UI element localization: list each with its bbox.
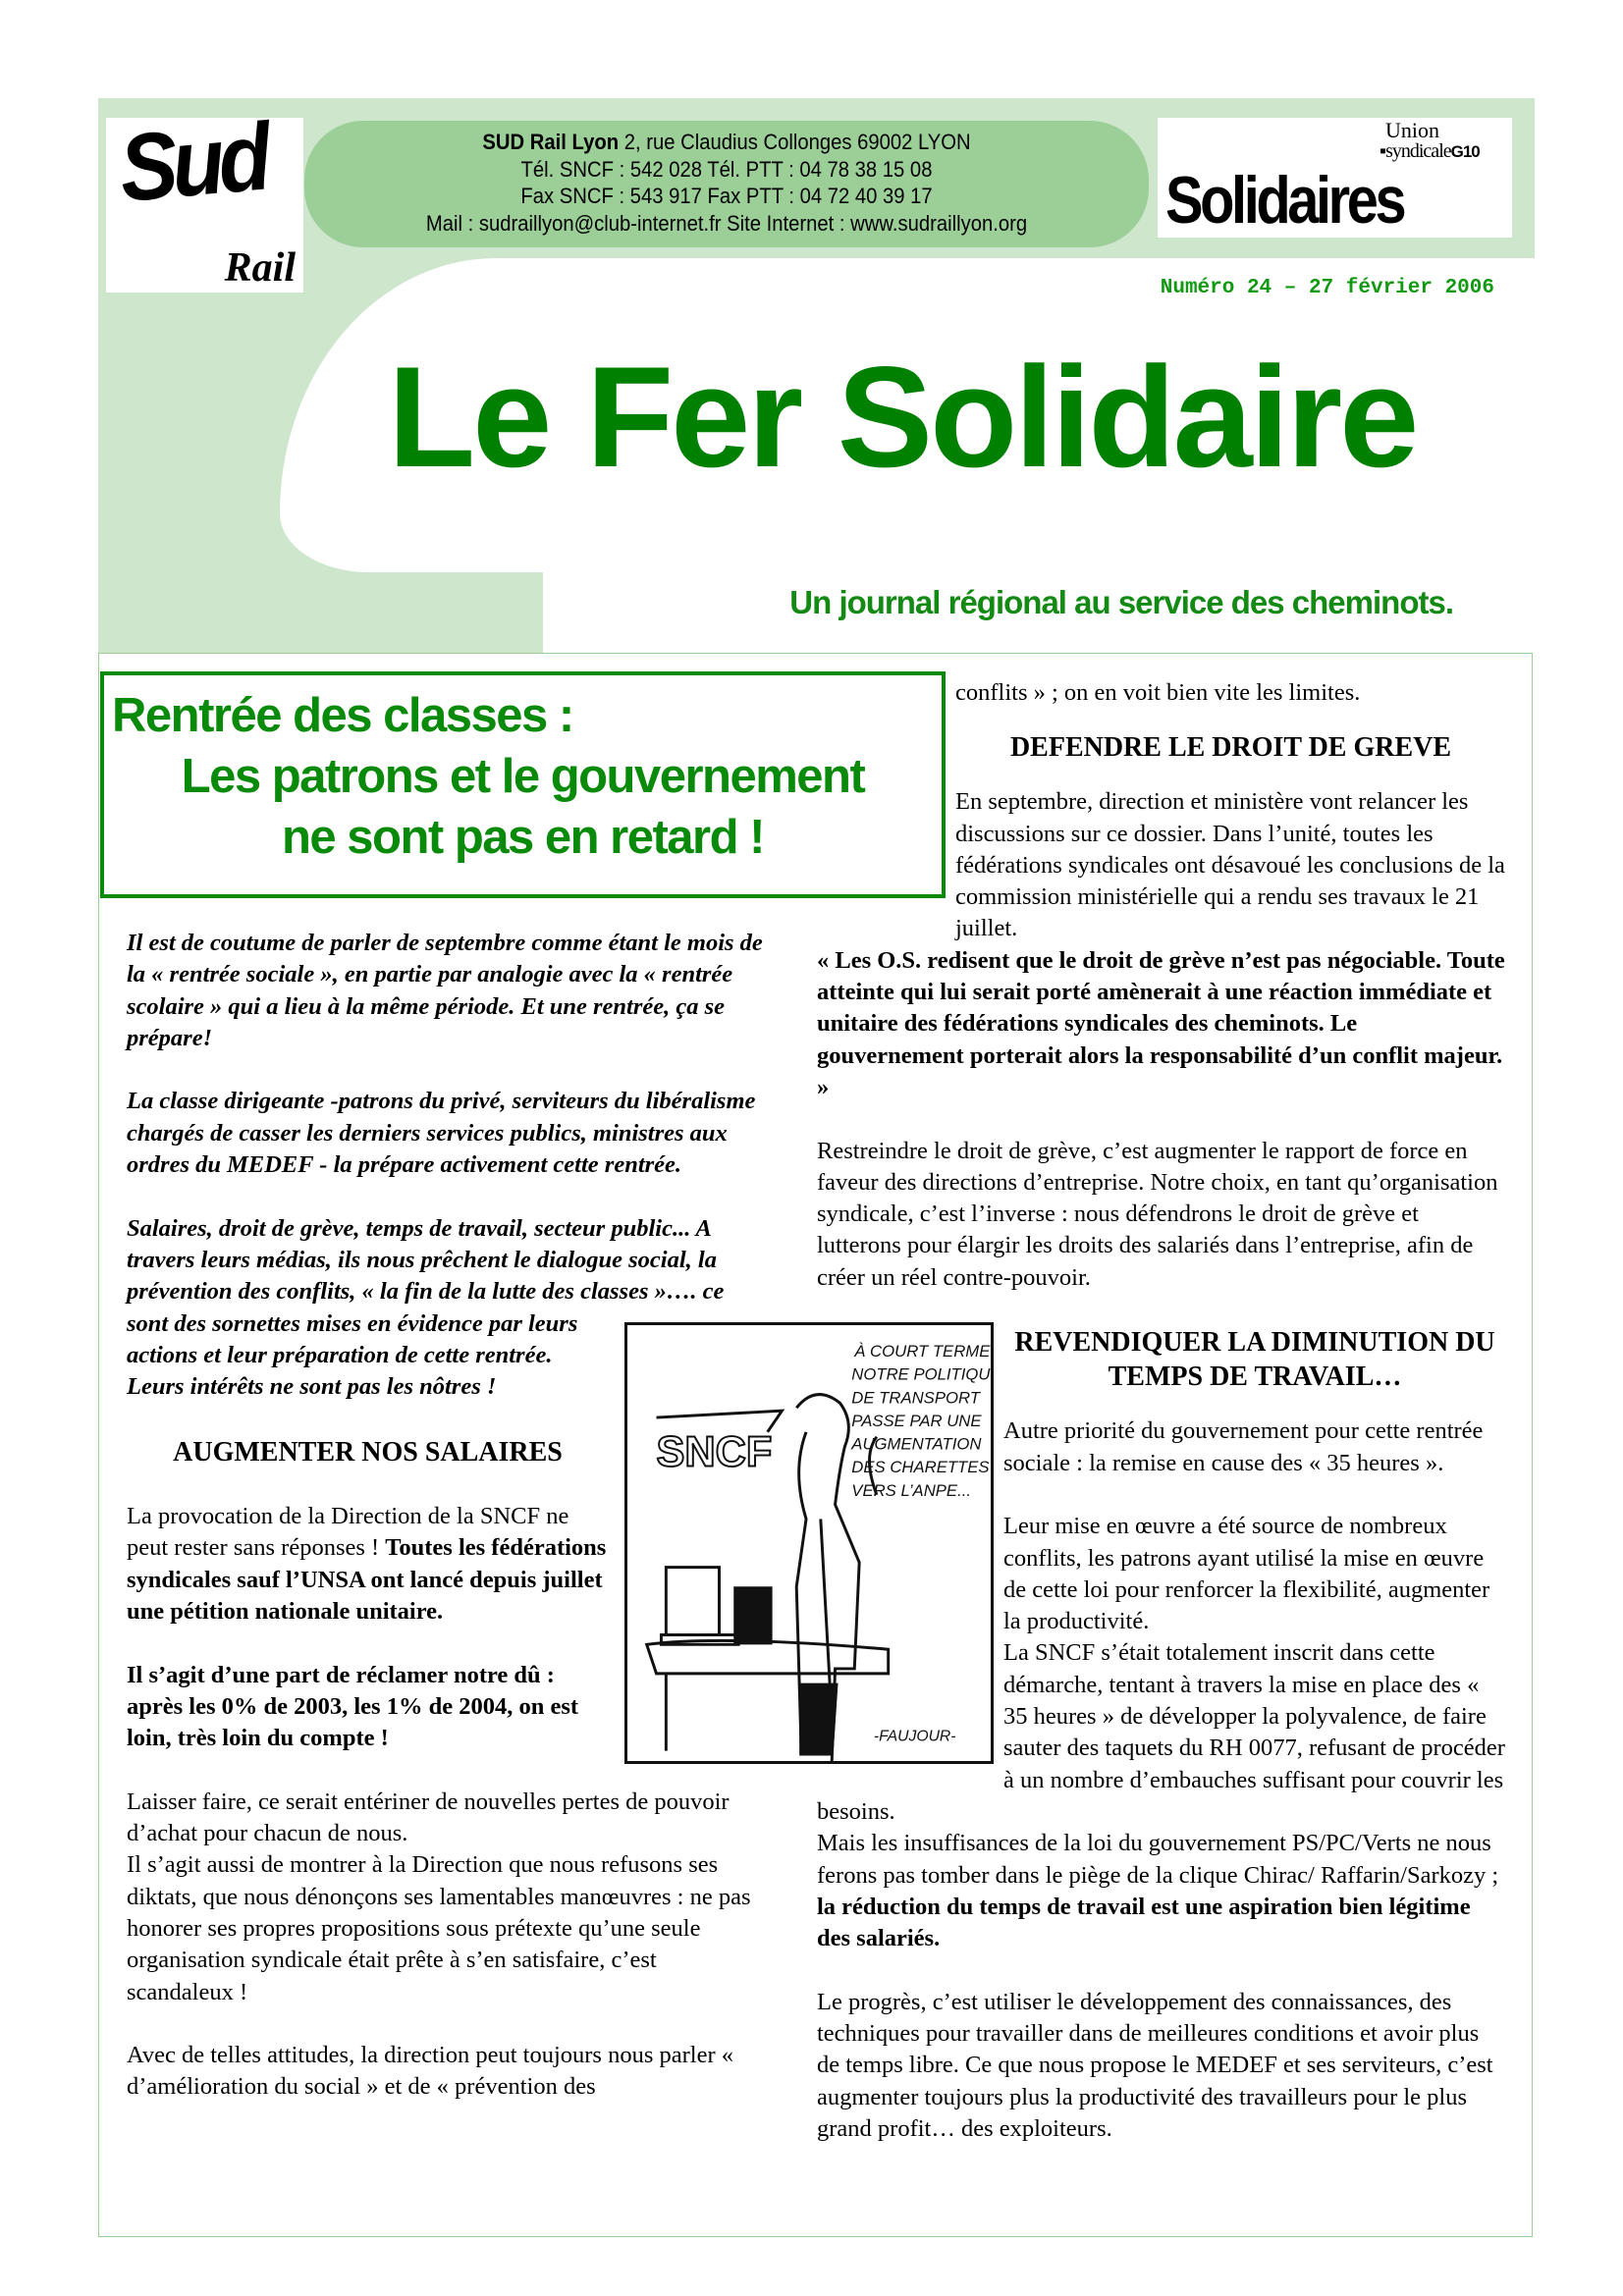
issue-number: Numéro 24 – 27 février 2006: [1160, 277, 1494, 299]
paragraph: La provocation de la Direction de la SNCF ne peut rester sans réponses ! Toutes les fédérations syndicales sauf l’UNSA ont lancé depuis juillet une pétition nationale unitaire.: [127, 1503, 607, 1625]
syndicale-text: ▪syndicaleG10: [1380, 140, 1480, 162]
union-text: Union: [1385, 118, 1439, 142]
org-name: SUD Rail Lyon: [482, 130, 620, 154]
address: 2, rue Claudius Collonges 69002 LYON: [619, 130, 971, 154]
intro-paragraph: Il est de coutume de parler de septembre comme étant le mois de la « rentrée sociale », en partie par analogie avec la « rentrée scolaire » qui a lieu à la même période. Et une rentrée, ça se prépare!: [127, 930, 763, 1051]
svg-text:DE TRANSPORT: DE TRANSPORT: [851, 1388, 980, 1408]
paragraph: Autre priorité du gouvernement pour cette rentrée sociale : la remise en cause des « 35 heures ».: [1003, 1417, 1484, 1476]
newspaper-title: Le Fer Solidaire: [388, 337, 1417, 497]
headline-line: Rentrée des classes :: [112, 689, 573, 742]
intro-paragraph: La classe dirigeante -patrons du privé, serviteurs du libéralisme chargés de casser les derniers services publics, ministres aux ordres du MEDEF - la prépare activement cette rentrée.: [127, 1088, 756, 1179]
paragraph: Leur mise en œuvre a été source de nombreux conflits, les patrons ayant utilisé la mise en œuvre de cette loi pour renforcer la flexibilité, augmenter la productivité.: [1003, 1513, 1490, 1635]
paragraph: Le progrès, c’est utiliser le développement des connaissances, des techniques pour travailler dans de meilleures conditions et avoir plus de temps libre. Ce que nous propose le MEDEF et ses serviteurs, c’est augmenter toujours plus la productivité des travailleurs pour le plus grand profit… des exploiteurs.: [817, 1988, 1493, 2142]
section-heading-temps-travail: REVENDIQUER LA DIMINUTION DU TEMPS DE TRAVAIL…: [1014, 1327, 1495, 1393]
svg-text:AUGMENTATION: AUGMENTATION: [851, 1434, 982, 1454]
contact-line-fax: Fax SNCF : 543 917 Fax PTT : 04 72 40 39 17: [520, 184, 933, 208]
headline-line: ne sont pas en retard !: [281, 811, 764, 864]
solidaires-logo: [1158, 118, 1512, 238]
paragraph: Mais les insuffisances de la loi du gouvernement PS/PC/Verts ne nous ferons pas tomber dans le piège de la clique Chirac/ Raffarin/Sarkozy ; la réduction du temps de travail est une aspiration bien légitime des salariés.: [817, 1830, 1499, 1952]
paragraph: Restreindre le droit de grève, c’est augmenter le rapport de force en faveur des directions d’entreprise. Notre choix, en tant qu’organisation syndicale, c’est l’inverse : nous défendrons le droit de grève et lutterons pour élargir les droits des salariés dans l’entreprise, afin de créer un réel contre-pouvoir.: [817, 1137, 1498, 1291]
paragraph: Il s’agit d’une part de réclamer notre dû : après les 0% de 2003, les 1% de 2004, on est loin, très loin du compte !: [127, 1661, 579, 1752]
paragraph: Il s’agit aussi de montrer à la Direction que nous refusons ses diktats, que nous dénonçons ses lamentables manœuvres : ne pas honorer ses propres propositions sous prétexte qu’une seule organisation syndicale était prête à s’en satisfaire, c’est scandaleux !: [127, 1851, 751, 2005]
cartoonist-signature: -FAUJOUR-: [873, 1728, 956, 1745]
svg-text:DES CHARETTES: DES CHARETTES: [851, 1458, 990, 1477]
paragraph: La SNCF s’était totalement inscrit dans cette démarche, tentant à travers la mise en place des « 35 heures » de développer la polyvalence, de faire sauter des taquets du RH 0077, refusant de procéder à un nombre d’embauches suffisant pour couvrir les besoins.: [817, 1639, 1505, 1825]
rail-logo-text: Rail: [224, 245, 296, 291]
contact-line-phone: Tél. SNCF : 542 028 Tél. PTT : 04 78 38 15 08: [520, 156, 933, 182]
cartoon-illustration: [624, 1322, 994, 1764]
svg-text:NOTRE POLITIQUE: NOTRE POLITIQUE: [851, 1364, 991, 1384]
paragraph: Avec de telles attitudes, la direction peut toujours nous parler « d’amélioration du social » et de « prévention des: [127, 2042, 733, 2101]
contact-banner: [304, 121, 1149, 247]
newspaper-subtitle: Un journal régional au service des cheminots.: [789, 584, 1453, 620]
svg-text:VERS L’ANPE...: VERS L’ANPE...: [851, 1480, 972, 1500]
paragraph: conflits » ; on en voit bien vite les limites.: [955, 679, 1361, 706]
svg-text:À COURT TERME: À COURT TERME: [854, 1342, 991, 1362]
contact-line-web: Mail : sudraillyon@club-internet.fr Site Internet : www.sudraillyon.org: [425, 210, 1028, 236]
speech-bubble: [850, 1342, 991, 1500]
quote-paragraph: « Les O.S. redisent que le droit de grève n’est pas négociable. Toute atteinte qui lui serait porté amènerait à une réaction immédiate et unitaire des fédérations syndicales des cheminots. Le gouvernement porterait alors la responsabilité d’un conflit majeur. »: [817, 946, 1505, 1100]
section-heading-greve: DEFENDRE LE DROIT DE GREVE: [1009, 732, 1452, 764]
cartoon-drawing: [627, 1325, 991, 1761]
paragraph: Laisser faire, ce serait entériner de nouvelles pertes de pouvoir d’achat pour chacun de nous.: [127, 1788, 730, 1847]
sud-rail-logo: [106, 102, 303, 293]
intro-paragraph: Salaires, droit de grève, temps de travail, secteur public... A travers leurs médias, ils nous prêchent le dialogue social, la prévention des conflits, « la fin de la lutte des classes »…. ce sont des sornettes mises en évidence par leurs actions et leur préparation de cette rentrée. Leurs intérêts ne sont pas les nôtres !: [127, 1214, 725, 1401]
paragraph: En septembre, direction et ministère vont relancer les discussions sur ce dossier. Dans l’unité, toutes les fédérations syndicales ont désavoué les conclusions de la commission ministérielle qui a rendu ses travaux le 21 juillet.: [955, 788, 1505, 942]
contact-line-address: [338, 129, 1114, 156]
headline-line: Les patrons et le gouvernement: [181, 750, 865, 803]
section-heading-salaires: AUGMENTER NOS SALAIRES: [173, 1436, 563, 1468]
sud-logo-text: Sud: [115, 102, 270, 222]
svg-text:PASSE PAR UNE: PASSE PAR UNE: [851, 1411, 982, 1430]
sncf-sign: SNCF: [656, 1428, 773, 1476]
solidaires-logo-text: Solidaires: [1165, 163, 1404, 238]
